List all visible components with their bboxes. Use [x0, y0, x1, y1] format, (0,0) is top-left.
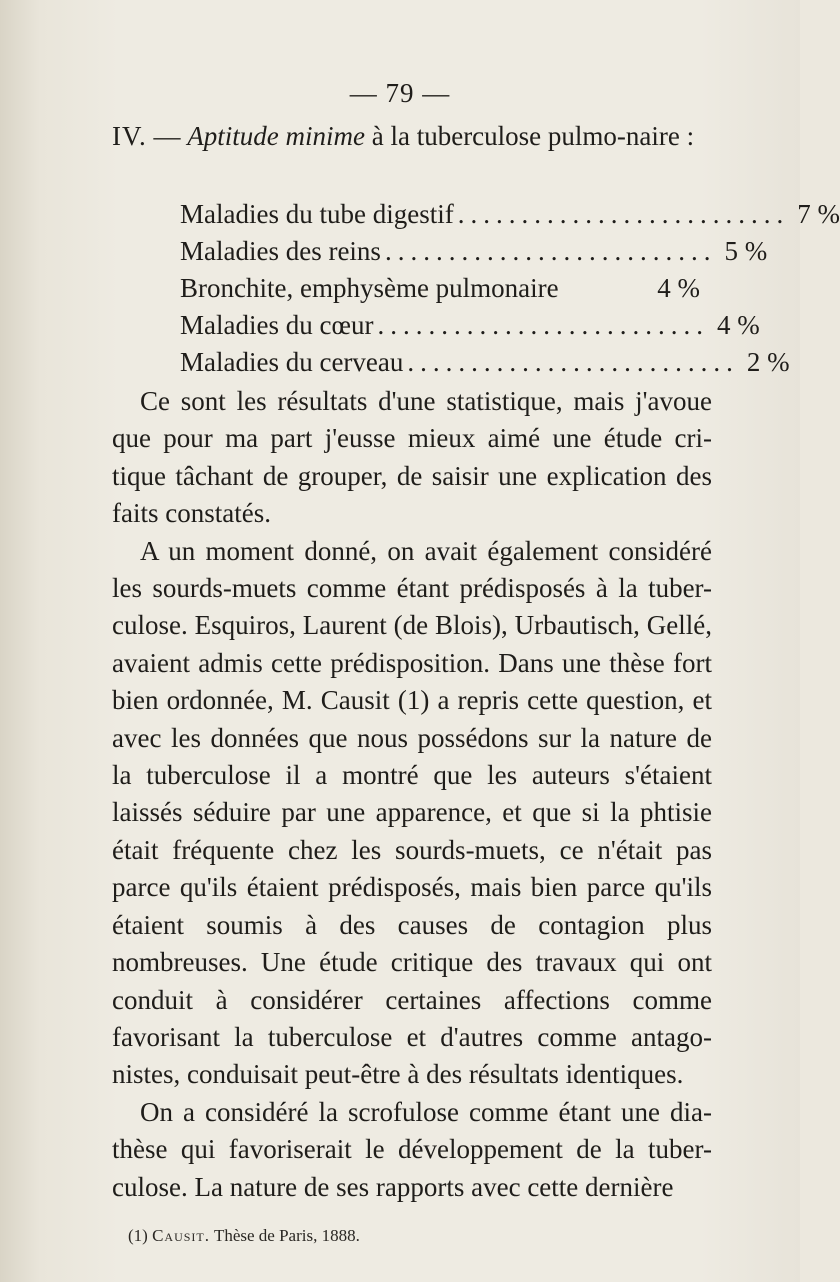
stat-value: 4 %	[716, 310, 760, 340]
heading-rest: à la tuberculose pulmo-naire :	[371, 121, 695, 151]
stat-value: 5 %	[724, 236, 768, 266]
stat-value: 2 %	[746, 347, 790, 377]
paragraph: On a considéré la scrofulose comme étant une dia-thèse qui favoriserait le développement de la tuber-culose. La nature de ses rapports avec cette dernière	[112, 1096, 712, 1202]
paragraph: Ce sont les résultats d'une statistique, mais j'avoue que pour ma part j'eusse mieux aimé une étude cri-tique tâchant de grouper, de saisir une explication des faits constatés.	[112, 386, 712, 529]
stat-row	[180, 196, 840, 233]
heading-title-italic: Aptitude minime	[187, 121, 365, 151]
stat-label: Maladies du cerveau	[180, 347, 404, 377]
page-number: — 79 —	[349, 78, 451, 108]
heading-dash: —	[153, 121, 181, 151]
paragraph: A un moment donné, on avait également considéré les sourds-muets comme étant prédisposés à la tuber-culose. Esquiros, Laurent (de Blois), Urbautisch, Gellé, avaient admis cette prédisposition. Dans une thèse fort bien ordonnée, M. Causit (1) a repris cette question, et avec les données que nous possédons sur la nature de la tuberculose il a montré que les auteurs s'étaient laissés séduire par une apparence, et que si la phtisie était fréquente chez les sourds-muets, ce n'était pas parce qu'ils étaient prédisposés, mais bien parce qu'ils étaient soumis à des causes de contagion plus nombreuses. Une étude critique des travaux qui ont conduit à considérer certaines affections comme favorisant la tuberculose et d'autres comme antago-nistes, conduisait peut-être à des résultats identiques.	[112, 535, 712, 1090]
stat-row	[180, 307, 760, 344]
stat-label: Maladies des reins	[180, 236, 381, 266]
leader-dots: ..........................	[457, 199, 790, 229]
stat-value: 4 %	[657, 273, 700, 303]
stat-label: Maladies du cœur	[180, 310, 374, 340]
footnote-author: Causit.	[152, 1226, 210, 1245]
stat-value: 7 %	[797, 199, 840, 229]
stat-row	[180, 270, 700, 307]
statistics-list	[180, 196, 840, 381]
leader-dots: ..........................	[384, 236, 717, 266]
footnote	[128, 1226, 688, 1246]
leader-dots: ..........................	[407, 347, 739, 377]
stat-row	[180, 233, 768, 270]
leader-dots	[559, 270, 650, 307]
footnote-text: Thèse de Paris, 1888.	[213, 1226, 360, 1245]
stat-label: Maladies du tube digestif	[180, 199, 454, 229]
section-numeral: IV.	[112, 121, 147, 151]
leader-dots: ..........................	[377, 310, 709, 340]
stat-label: Bronchite, emphysème pulmonaire	[180, 273, 559, 303]
footnote-marker: (1)	[128, 1226, 148, 1245]
stat-row	[180, 344, 790, 381]
body-text	[112, 383, 712, 1206]
section-heading	[112, 117, 712, 155]
